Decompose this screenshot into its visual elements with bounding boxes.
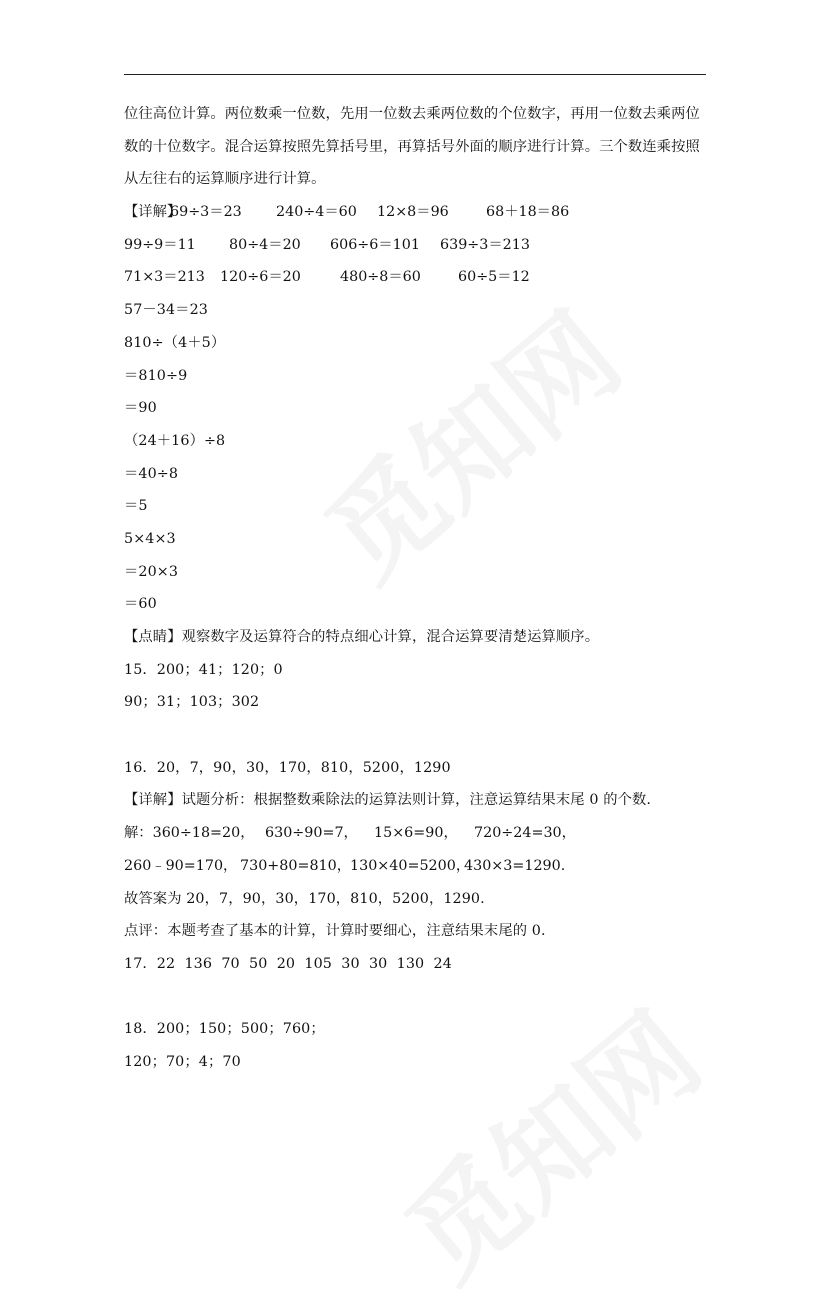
solution-equation: 130×40=5200， bbox=[350, 857, 471, 874]
spacer bbox=[124, 981, 724, 1014]
equation: 12×8＝96 bbox=[377, 204, 449, 221]
q15-answer-line-1: 15．200；41；120；0 bbox=[124, 661, 283, 678]
solution-equation: 630÷90=7， bbox=[265, 825, 358, 842]
step-line: ＝60 bbox=[124, 596, 157, 613]
detail-equation-row-3 bbox=[124, 261, 724, 294]
q16-solution-row-1 bbox=[124, 817, 724, 850]
equation: 71×3＝213 bbox=[124, 269, 205, 286]
solution-equation: 260﹣90=170， bbox=[124, 857, 238, 874]
detail-equation-row-2 bbox=[124, 229, 724, 262]
detail-equation-row-1 bbox=[124, 196, 724, 229]
paragraph-line-2: 数的十位数字。混合运算按照先算括号里，再算括号外面的顺序进行计算。三个数连乘按照 bbox=[124, 138, 700, 155]
equation: 480÷8＝60 bbox=[340, 269, 421, 286]
step-line: ＝90 bbox=[124, 400, 157, 417]
solution-equation: 720÷24=30， bbox=[474, 825, 576, 842]
step-line: ＝40÷8 bbox=[124, 465, 179, 482]
paragraph-line-1: 位往高位计算。两位数乘一位数，先用一位数去乘两位数的个位数字，再用一位数去乘两位 bbox=[124, 106, 700, 122]
step-line: 810÷（4＋5） bbox=[124, 334, 226, 351]
equation: 639÷3＝213 bbox=[440, 236, 530, 253]
step-line: ＝5 bbox=[124, 498, 148, 515]
comment-label: 【点睛】 bbox=[124, 629, 182, 645]
solution-equation: 15×6=90， bbox=[374, 825, 458, 842]
q16-review: 点评：本题考查了基本的计算，计算时要细心，注意结果末尾的 0. bbox=[124, 923, 546, 940]
spacer bbox=[124, 719, 724, 752]
solution-equation: 730+80=810， bbox=[240, 857, 352, 874]
solution-equation: 430×3=1290. bbox=[464, 857, 566, 874]
comment-text: 观察数字及运算符合的特点细心计算，混合运算要清楚运算顺序。 bbox=[181, 629, 600, 645]
step-line: （24＋16）÷8 bbox=[124, 432, 226, 449]
solution-equation: 解：360÷18=20， bbox=[124, 825, 255, 842]
q16-detail-label: 【详解】 bbox=[124, 792, 182, 809]
equation: 68＋18＝86 bbox=[486, 204, 570, 221]
step-line: 57－34＝23 bbox=[124, 302, 208, 319]
q16-answer: 16．20，7，90，30，170，810，5200，1290 bbox=[124, 759, 451, 776]
paragraph-line-3: 从左往右的运算顺序进行计算。 bbox=[124, 171, 326, 188]
document-content bbox=[124, 98, 724, 1079]
equation: 120÷6＝20 bbox=[220, 269, 301, 286]
q16-detail-line bbox=[124, 784, 724, 817]
q16-conclusion: 故答案为 20，7，90，30，170，810，5200，1290. bbox=[124, 890, 485, 907]
equation: 60÷5＝12 bbox=[458, 269, 530, 286]
q18-answer-line-2: 120；70；4；70 bbox=[124, 1053, 241, 1070]
q15-answer-line-2: 90；31；103；302 bbox=[124, 694, 260, 711]
step-line: ＝20×3 bbox=[124, 563, 179, 580]
step-line: 5×4×3 bbox=[124, 530, 176, 547]
q16-solution-row-2 bbox=[124, 850, 724, 883]
equation: 240÷4＝60 bbox=[276, 204, 357, 221]
comment-line bbox=[124, 621, 724, 654]
q18-answer-line-1: 18．200；150；500；760； bbox=[124, 1021, 325, 1038]
equation: 69÷3＝23 bbox=[170, 204, 242, 221]
equation: 99÷9＝11 bbox=[124, 236, 196, 253]
q17-answer: 17．22 136 70 50 20 105 30 30 130 24 bbox=[124, 955, 452, 972]
equation: 80÷4＝20 bbox=[229, 236, 301, 253]
equation: 606÷6＝101 bbox=[330, 236, 420, 253]
step-line: ＝810÷9 bbox=[124, 367, 188, 384]
detail-label: 【详解】 bbox=[124, 204, 182, 221]
header-rule bbox=[124, 74, 706, 75]
q16-detail-text: 试题分析：根据整数乘除法的运算法则计算，注意运算结果末尾 0 的个数. bbox=[181, 792, 652, 809]
